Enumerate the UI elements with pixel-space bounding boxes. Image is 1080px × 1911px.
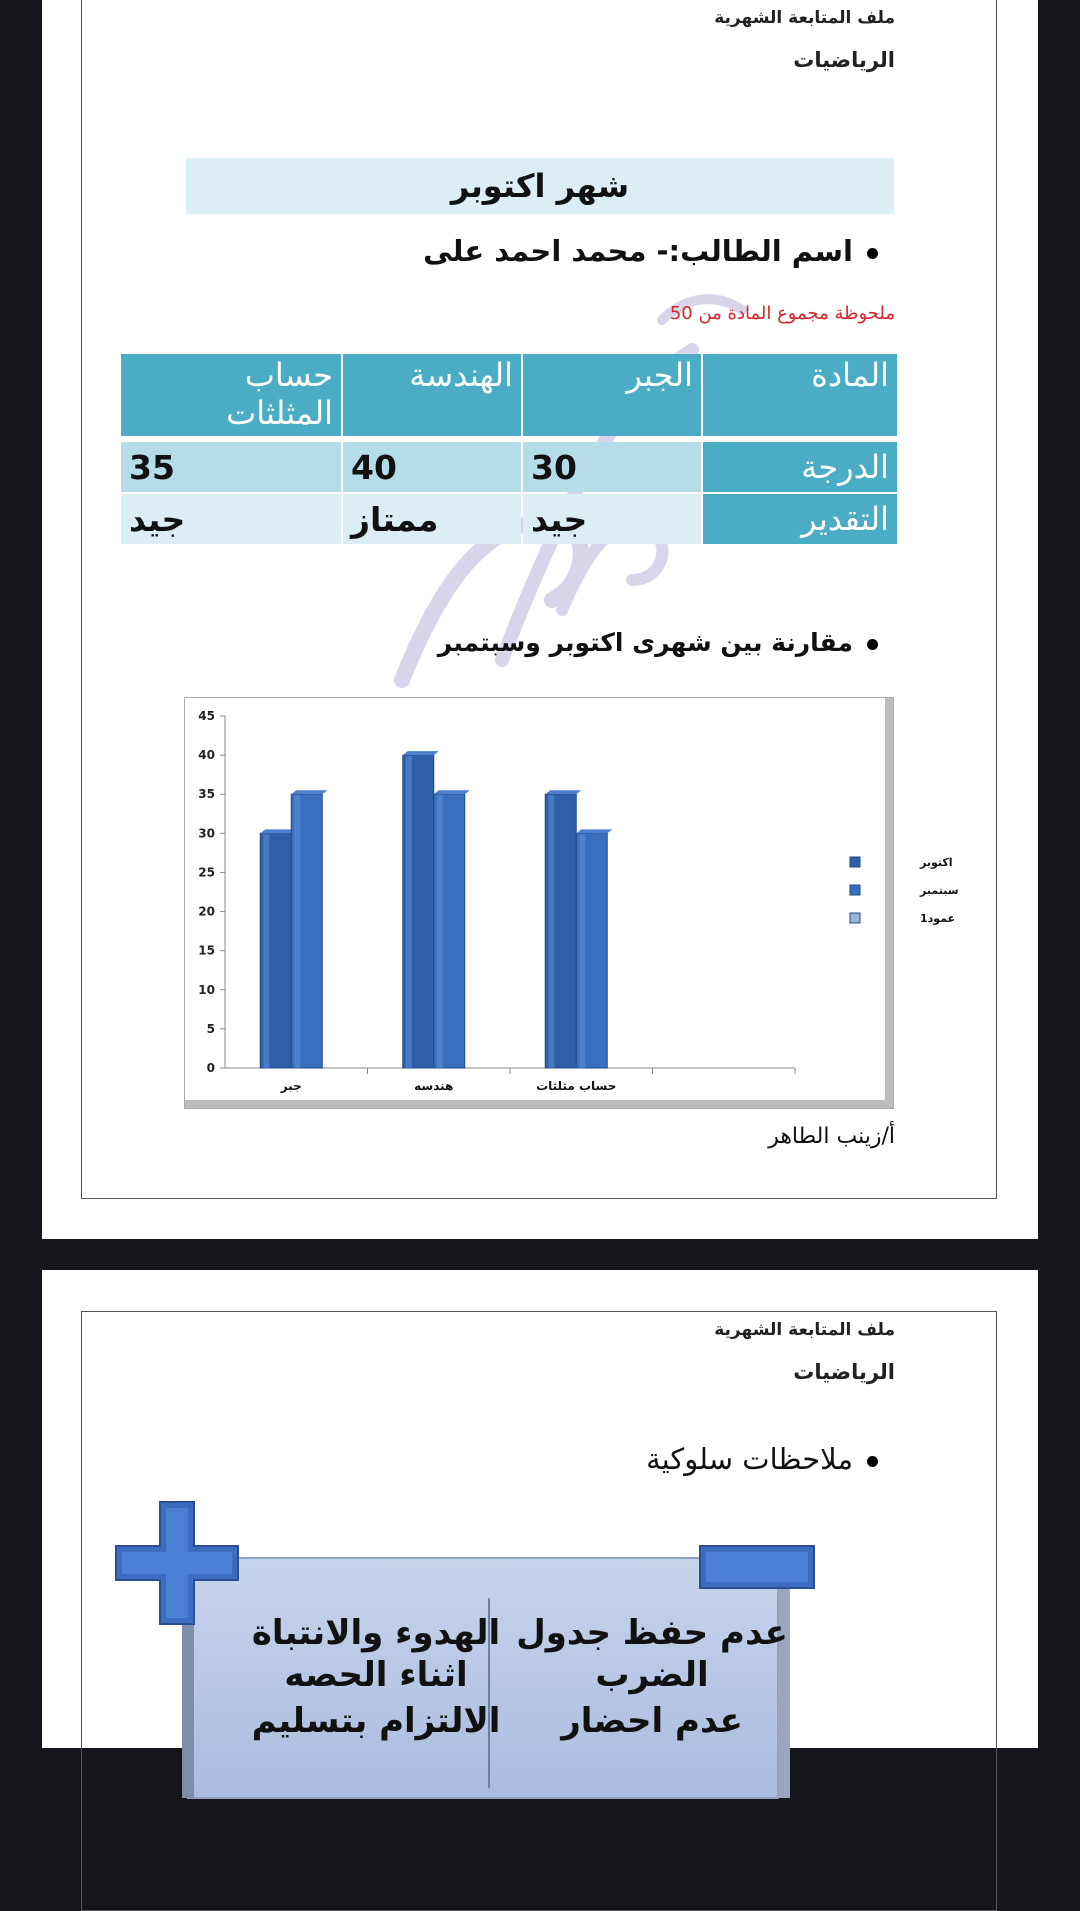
table-row bbox=[121, 442, 897, 492]
table-header-row bbox=[121, 354, 897, 436]
y-tick-label: 15 bbox=[198, 943, 215, 958]
behavior-line bbox=[646, 1442, 878, 1476]
cell-line: الضرب bbox=[595, 1655, 709, 1695]
page-1 bbox=[42, 0, 1038, 1239]
cell-line: الهدوء والانتباة bbox=[251, 1613, 501, 1653]
y-tick-label: 10 bbox=[198, 982, 215, 997]
y-tick-label: 5 bbox=[206, 1021, 215, 1036]
header-subject: الرياضيات bbox=[793, 1360, 895, 1384]
comparison-chart bbox=[184, 697, 959, 1109]
y-tick-label: 45 bbox=[198, 709, 215, 723]
comparison-line bbox=[438, 628, 878, 657]
bar-top bbox=[545, 790, 581, 794]
bullet-icon bbox=[867, 248, 878, 259]
bar-top bbox=[576, 829, 612, 833]
x-tick-label: جبر bbox=[280, 1079, 302, 1093]
page-2 bbox=[42, 1270, 1038, 1748]
bullet-icon bbox=[867, 1456, 878, 1467]
table-cell: 35 bbox=[121, 442, 341, 492]
legend-swatch bbox=[850, 857, 860, 867]
cell-line: الالتزام بتسليم bbox=[251, 1701, 501, 1741]
student-name-line bbox=[423, 234, 878, 268]
y-tick-label: 40 bbox=[198, 748, 215, 763]
legend-label: عمود1 bbox=[920, 912, 956, 925]
table-header-cell: الجبر bbox=[523, 354, 701, 436]
header-title: ملف المتابعة الشهرية bbox=[714, 8, 895, 28]
header-title: ملف المتابعة الشهرية bbox=[714, 1320, 895, 1340]
legend-swatch bbox=[850, 913, 860, 923]
legend-swatch bbox=[850, 885, 860, 895]
y-tick-label: 30 bbox=[198, 826, 215, 841]
table-cell: جيد bbox=[523, 494, 701, 544]
grades-table bbox=[119, 352, 899, 546]
behavior-cell-positive bbox=[226, 1612, 526, 1742]
bar-top bbox=[434, 790, 470, 794]
teacher-signature: أ/زينب الطاهر bbox=[768, 1124, 895, 1149]
table-header-cell: الهندسة bbox=[343, 354, 521, 436]
row-label: التقدير bbox=[703, 494, 897, 544]
bullet-icon bbox=[867, 639, 878, 650]
cell-line: عدم حفظ جدول bbox=[516, 1613, 788, 1653]
bar-highlight bbox=[579, 834, 585, 1068]
table-cell: 30 bbox=[523, 442, 701, 492]
x-tick-label: هندسه bbox=[414, 1079, 454, 1093]
x-tick-label: حساب مثلثات bbox=[536, 1079, 617, 1093]
table-header-cell: حساب المثلثات bbox=[121, 354, 341, 436]
table-cell: ممتاز bbox=[343, 494, 521, 544]
y-tick-label: 20 bbox=[198, 904, 215, 919]
bar-highlight bbox=[263, 834, 269, 1068]
bar-highlight bbox=[437, 795, 443, 1068]
bar-highlight bbox=[406, 756, 412, 1068]
cell-line: اثناء الحصه bbox=[284, 1655, 468, 1695]
header-subject: الرياضيات bbox=[793, 48, 895, 72]
y-tick-label: 35 bbox=[198, 787, 215, 802]
chart-canvas bbox=[185, 698, 959, 1100]
behavior-cell-negative bbox=[502, 1612, 802, 1742]
behavior-title: ملاحظات سلوكية bbox=[646, 1442, 853, 1476]
legend-label: اكتوبر bbox=[920, 856, 953, 869]
minus-icon bbox=[700, 1546, 814, 1588]
legend-label: سبتمبر bbox=[920, 884, 959, 897]
y-tick-label: 25 bbox=[198, 865, 215, 880]
plus-icon bbox=[116, 1502, 238, 1624]
table-header-cell: المادة bbox=[703, 354, 897, 436]
row-label: الدرجة bbox=[703, 442, 897, 492]
comparison-title: مقارنة بين شهرى اكتوبر وسبتمبر bbox=[437, 628, 853, 657]
bar-top bbox=[403, 751, 439, 755]
table-cell: 40 bbox=[343, 442, 521, 492]
table-cell: جيد bbox=[121, 494, 341, 544]
cell-line: عدم احضار bbox=[561, 1701, 743, 1741]
bar-highlight bbox=[294, 795, 300, 1068]
table-row bbox=[121, 494, 897, 544]
bar-highlight bbox=[548, 795, 554, 1068]
y-tick-label: 0 bbox=[206, 1061, 215, 1075]
month-title: شهر اكتوبر bbox=[186, 158, 894, 214]
bar-top bbox=[291, 790, 327, 794]
grade-note: ملحوظة مجموع المادة من 50 bbox=[669, 303, 895, 324]
student-label: اسم الطالب:- محمد احمد على bbox=[423, 234, 853, 268]
